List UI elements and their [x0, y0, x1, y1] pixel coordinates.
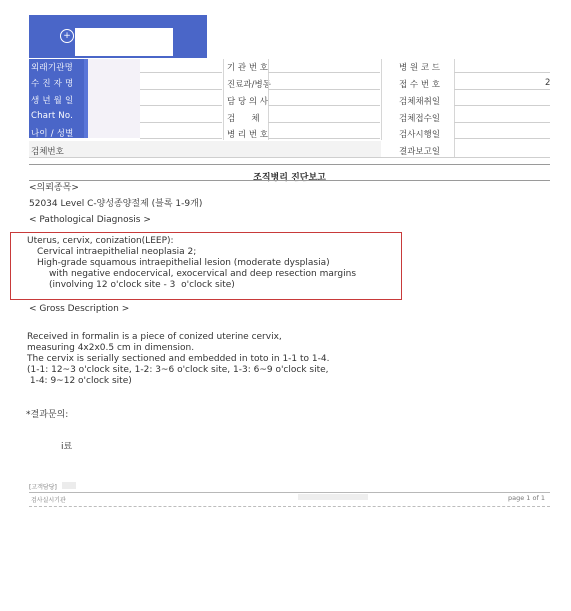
label-institution: 외래기관명 — [31, 63, 74, 73]
label-test-date: 검사시행일 — [399, 130, 441, 140]
redacted-contact — [62, 482, 76, 489]
diagnosis-heading: < Pathological Diagnosis > — [29, 215, 151, 225]
header-logo-area — [29, 15, 207, 58]
gross-line: 1-4: 9~12 o'clock site) — [27, 376, 132, 386]
label-report-date: 결과보고일 — [399, 147, 441, 157]
inquiry-heading: *결과문의: — [26, 410, 69, 420]
label-receipt-number: 접 수 번 호 — [399, 80, 440, 90]
label-collection-date: 검체채취일 — [399, 97, 441, 107]
label-birthdate: 생 년 월 일 — [31, 96, 74, 106]
label-hospital-code: 병 원 코 드 — [399, 63, 440, 73]
label-pathology-number: 병 리 번 호 — [227, 130, 268, 140]
label-department: 진료과/병동 — [227, 80, 271, 90]
circle-logo-icon: + — [60, 29, 74, 43]
gross-line: (1-1: 12~3 o'clock site, 1-2: 3~6 o'clock site, 1-3: 6~9 o'clock site, — [27, 365, 329, 375]
order-heading: <의뢰종목> — [29, 183, 79, 193]
diagnosis-line: Cervical intraepithelial neoplasia 2; — [37, 247, 197, 257]
gross-heading: < Gross Description > — [29, 304, 130, 314]
inquiry-fragment: i료 — [61, 442, 73, 452]
footer-institution-label: 검사실시기관 — [31, 497, 66, 504]
gross-line: Received in formalin is a piece of conized uterine cervix, — [27, 332, 282, 342]
diagnosis-line: High-grade squamous intraepithelial lesion (moderate dysplasia) — [37, 258, 330, 268]
redacted-values — [88, 59, 140, 138]
diagnosis-line: Uterus, cervix, conization(LEEP): — [27, 236, 174, 246]
label-specimen: 검 체 — [227, 114, 260, 124]
order-item: 52034 Level C-양성종양절제 (블록 1-9개) — [29, 199, 203, 209]
gross-line: The cervix is serially sectioned and embedded in toto in 1-1 to 1-4. — [27, 354, 330, 364]
footer-faded-text — [298, 494, 368, 500]
diagnosis-line: (involving 12 o'clock site - 3 o'clock site) — [49, 280, 235, 290]
footer-contact-label: [고객담당] — [29, 484, 57, 491]
page-number: page 1 of 1 — [508, 494, 545, 502]
label-received-date: 검체접수일 — [399, 114, 441, 124]
label-patient-name: 수 진 자 명 — [31, 79, 74, 89]
receipt-number-fragment: 2 — [545, 78, 551, 88]
label-doctor: 담 당 의 사 — [227, 97, 268, 107]
label-specimen-number: 검체번호 — [31, 147, 64, 157]
diagnosis-line: with negative endocervical, exocervical and deep resection margins — [49, 269, 357, 279]
gross-line: measuring 4x2x0.5 cm in dimension. — [27, 343, 195, 353]
redacted-box — [75, 28, 173, 56]
label-chart-no: Chart No. — [31, 111, 73, 121]
specimen-row — [29, 141, 381, 157]
label-org-number: 기 관 번 호 — [227, 63, 268, 73]
report-title: 조직병리 진단보고 — [253, 173, 326, 183]
label-age-sex: 나이 / 성별 — [31, 129, 74, 139]
patient-label-column — [29, 59, 84, 138]
